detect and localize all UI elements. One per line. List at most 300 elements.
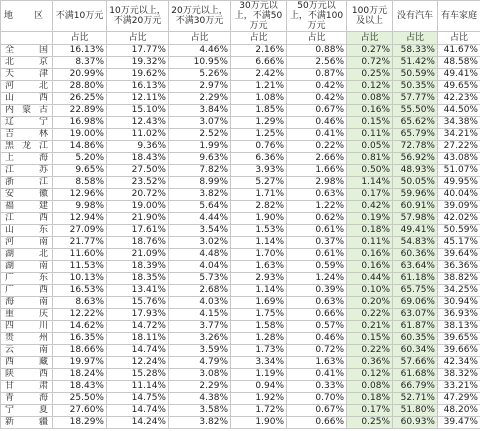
table-row [1, 141, 480, 153]
cell-20w-30w: 2.29% [169, 93, 231, 105]
table-row [1, 381, 480, 393]
cell-100w-plus: 0.11% [347, 129, 393, 141]
cell-region: 江 苏 [1, 165, 53, 177]
header-region: 地 区 [1, 1, 53, 32]
cell-20w-30w: 3.77% [169, 321, 231, 333]
cell-car-owning: 27.22% [438, 141, 480, 153]
cell-no-car: 61.68% [393, 369, 438, 381]
cell-region: 江 西 [1, 213, 53, 225]
cell-10w-20w: 23.52% [107, 177, 169, 189]
cell-30w-50w: 2.42% [231, 69, 287, 81]
cell-100w-plus: 0.10% [347, 285, 393, 297]
cell-under-10w: 9.98% [53, 201, 107, 213]
cell-region: 上 海 [1, 153, 53, 165]
cell-car-owning: 38.32% [438, 369, 480, 381]
cell-20w-30w: 3.84% [169, 105, 231, 117]
cell-10w-20w: 14.74% [107, 345, 169, 357]
cell-50w-100w: 0.59% [287, 261, 347, 273]
cell-20w-30w: 3.07% [169, 117, 231, 129]
cell-100w-plus: 0.18% [347, 225, 393, 237]
subheader-share: 占比 [231, 32, 287, 45]
cell-10w-20w: 18.76% [107, 237, 169, 249]
cell-30w-50w: 2.82% [231, 201, 287, 213]
cell-no-car: 61.87% [393, 321, 438, 333]
cell-region: 河 北 [1, 81, 53, 93]
cell-no-car: 61.18% [393, 273, 438, 285]
subheader-share: 占比 [347, 32, 393, 45]
cell-10w-20w: 17.77% [107, 45, 169, 57]
cell-10w-20w: 14.74% [107, 405, 169, 417]
cell-region: 宁 夏 [1, 405, 53, 417]
table-row [1, 129, 480, 141]
cell-no-car: 54.83% [393, 237, 438, 249]
cell-100w-plus: 0.72% [347, 57, 393, 69]
table-row [1, 393, 480, 405]
cell-20w-30w: 3.58% [169, 405, 231, 417]
cell-no-car: 48.93% [393, 165, 438, 177]
cell-under-10w: 22.89% [53, 105, 107, 117]
cell-no-car: 59.96% [393, 189, 438, 201]
cell-30w-50w: 1.71% [231, 189, 287, 201]
cell-10w-20w: 12.43% [107, 117, 169, 129]
cell-30w-50w: 2.93% [231, 273, 287, 285]
cell-20w-30w: 2.68% [169, 285, 231, 297]
cell-20w-30w: 3.59% [169, 345, 231, 357]
cell-100w-plus: 1.14% [347, 177, 393, 189]
cell-region: 云 南 [1, 345, 53, 357]
cell-car-owning: 49.41% [438, 69, 480, 81]
cell-100w-plus: 0.25% [347, 69, 393, 81]
cell-car-owning: 49.65% [438, 81, 480, 93]
cell-20w-30w: 3.82% [169, 189, 231, 201]
cell-region: 安 徽 [1, 189, 53, 201]
cell-100w-plus: 0.16% [347, 261, 393, 273]
subheader-share: 占比 [393, 32, 438, 45]
cell-under-10w: 19.97% [53, 357, 107, 369]
cell-car-owning: 39.66% [438, 345, 480, 357]
cell-20w-30w: 5.73% [169, 273, 231, 285]
cell-10w-20w: 19.32% [107, 57, 169, 69]
cell-20w-30w: 3.26% [169, 333, 231, 345]
cell-20w-30w: 4.46% [169, 45, 231, 57]
table-body [1, 45, 480, 429]
cell-100w-plus: 0.19% [347, 213, 393, 225]
cell-50w-100w: 1.22% [287, 201, 347, 213]
cell-30w-50w: 1.72% [231, 405, 287, 417]
cell-no-car: 56.92% [393, 153, 438, 165]
cell-no-car: 51.42% [393, 57, 438, 69]
cell-100w-plus: 0.16% [347, 105, 393, 117]
cell-no-car: 52.71% [393, 393, 438, 405]
cell-50w-100w: 0.33% [287, 381, 347, 393]
table-row [1, 345, 480, 357]
cell-100w-plus: 0.20% [347, 297, 393, 309]
cell-50w-100w: 0.66% [287, 417, 347, 429]
cell-no-car: 63.07% [393, 309, 438, 321]
cell-car-owning: 50.59% [438, 225, 480, 237]
table-row [1, 297, 480, 309]
cell-50w-100w: 2.98% [287, 177, 347, 189]
cell-10w-20w: 15.28% [107, 369, 169, 381]
subheader-share: 占比 [438, 32, 480, 45]
cell-no-car: 60.91% [393, 201, 438, 213]
cell-region: 湖 北 [1, 249, 53, 261]
cell-50w-100w: 0.41% [287, 369, 347, 381]
table-row [1, 81, 480, 93]
cell-50w-100w: 0.66% [287, 309, 347, 321]
cell-20w-30w: 9.63% [169, 153, 231, 165]
cell-car-owning: 38.82% [438, 273, 480, 285]
cell-100w-plus: 0.08% [347, 381, 393, 393]
cell-region: 广 西 [1, 285, 53, 297]
cell-under-10w: 18.24% [53, 369, 107, 381]
cell-30w-50w: 1.90% [231, 213, 287, 225]
cell-10w-20w: 15.10% [107, 105, 169, 117]
table-row [1, 369, 480, 381]
cell-100w-plus: 0.05% [347, 141, 393, 153]
cell-100w-plus: 0.50% [347, 165, 393, 177]
cell-under-10w: 18.43% [53, 381, 107, 393]
table-row [1, 357, 480, 369]
table-row [1, 201, 480, 213]
cell-region: 福 建 [1, 201, 53, 213]
cell-region: 山 西 [1, 93, 53, 105]
cell-100w-plus: 0.42% [347, 201, 393, 213]
cell-20w-30w: 3.82% [169, 417, 231, 429]
cell-under-10w: 12.22% [53, 309, 107, 321]
cell-30w-50w: 0.76% [231, 141, 287, 153]
cell-10w-20w: 18.11% [107, 333, 169, 345]
cell-car-owning: 45.17% [438, 237, 480, 249]
cell-no-car: 58.33% [393, 45, 438, 57]
cell-30w-50w: 1.58% [231, 321, 287, 333]
subheader-share: 占比 [287, 32, 347, 45]
cell-no-car: 57.66% [393, 357, 438, 369]
cell-30w-50w: 1.70% [231, 249, 287, 261]
cell-50w-100w: 0.57% [287, 321, 347, 333]
cell-30w-50w: 1.75% [231, 309, 287, 321]
cell-10w-20w: 11.02% [107, 129, 169, 141]
cell-100w-plus: 0.81% [347, 153, 393, 165]
table-row [1, 273, 480, 285]
cell-car-owning: 47.29% [438, 393, 480, 405]
cell-20w-30w: 5.26% [169, 69, 231, 81]
header-100w-plus: 100万元及以上 [347, 1, 393, 32]
cell-20w-30w: 8.99% [169, 177, 231, 189]
cell-30w-50w: 1.14% [231, 285, 287, 297]
cell-no-car: 72.78% [393, 141, 438, 153]
cell-car-owning: 39.65% [438, 333, 480, 345]
table-row [1, 213, 480, 225]
cell-100w-plus: 0.25% [347, 417, 393, 429]
cell-50w-100w: 0.67% [287, 105, 347, 117]
cell-50w-100w: 0.63% [287, 189, 347, 201]
table-row [1, 93, 480, 105]
table-row [1, 117, 480, 129]
cell-no-car: 65.79% [393, 129, 438, 141]
cell-10w-20w: 18.35% [107, 273, 169, 285]
subheader-share: 占比 [53, 32, 107, 45]
cell-100w-plus: 0.12% [347, 369, 393, 381]
cell-car-owning: 43.08% [438, 153, 480, 165]
cell-car-owning: 39.64% [438, 249, 480, 261]
cell-region: 天 津 [1, 69, 53, 81]
cell-30w-50w: 1.21% [231, 81, 287, 93]
cell-region: 重 庆 [1, 309, 53, 321]
cell-30w-50w: 1.53% [231, 225, 287, 237]
cell-car-owning: 36.93% [438, 309, 480, 321]
cell-under-10w: 8.58% [53, 177, 107, 189]
cell-car-owning: 48.20% [438, 405, 480, 417]
cell-30w-50w: 1.85% [231, 105, 287, 117]
subheader-region [1, 32, 53, 45]
cell-10w-20w: 15.76% [107, 297, 169, 309]
cell-under-10w: 26.25% [53, 93, 107, 105]
cell-car-owning: 42.02% [438, 213, 480, 225]
cell-car-owning: 34.21% [438, 129, 480, 141]
cell-30w-50w: 6.36% [231, 153, 287, 165]
cell-no-car: 50.05% [393, 177, 438, 189]
table-row [1, 189, 480, 201]
cell-under-10w: 18.66% [53, 345, 107, 357]
cell-under-10w: 18.29% [53, 417, 107, 429]
cell-100w-plus: 0.18% [347, 393, 393, 405]
cell-10w-20w: 17.61% [107, 225, 169, 237]
cell-30w-50w: 1.69% [231, 297, 287, 309]
cell-under-10w: 8.63% [53, 297, 107, 309]
cell-30w-50w: 1.29% [231, 117, 287, 129]
cell-20w-30w: 3.08% [169, 369, 231, 381]
header-no-car: 没有汽车 [393, 1, 438, 32]
header-car-owning: 有车家庭 [438, 1, 480, 32]
table-row [1, 417, 480, 429]
cell-100w-plus: 0.15% [347, 333, 393, 345]
cell-50w-100w: 0.62% [287, 213, 347, 225]
cell-car-owning: 33.21% [438, 381, 480, 393]
cell-car-owning: 51.07% [438, 165, 480, 177]
table-row [1, 45, 480, 57]
cell-no-car: 50.35% [393, 81, 438, 93]
cell-10w-20w: 14.75% [107, 393, 169, 405]
cell-region: 新 疆 [1, 417, 53, 429]
cell-car-owning: 40.04% [438, 189, 480, 201]
cell-50w-100w: 1.66% [287, 165, 347, 177]
cell-car-owning: 39.09% [438, 201, 480, 213]
cell-50w-100w: 0.67% [287, 405, 347, 417]
cell-50w-100w: 0.41% [287, 129, 347, 141]
cell-under-10w: 25.50% [53, 393, 107, 405]
cell-100w-plus: 0.17% [347, 405, 393, 417]
cell-region: 陕 西 [1, 369, 53, 381]
cell-20w-30w: 4.04% [169, 261, 231, 273]
cell-30w-50w: 1.25% [231, 129, 287, 141]
cell-50w-100w: 0.72% [287, 345, 347, 357]
cell-under-10w: 14.86% [53, 141, 107, 153]
cell-car-owning: 41.67% [438, 45, 480, 57]
cell-10w-20w: 9.36% [107, 141, 169, 153]
header-30w-50w: 30万元以上，不满50万元 [231, 1, 287, 32]
cell-20w-30w: 7.82% [169, 165, 231, 177]
cell-10w-20w: 11.14% [107, 381, 169, 393]
table-row [1, 261, 480, 273]
cell-50w-100w: 2.66% [287, 153, 347, 165]
subheader-share: 占比 [107, 32, 169, 45]
cell-car-owning: 34.25% [438, 285, 480, 297]
cell-region: 辽 宁 [1, 117, 53, 129]
table-row [1, 285, 480, 297]
cell-30w-50w: 3.34% [231, 357, 287, 369]
cell-car-owning: 30.94% [438, 297, 480, 309]
cell-20w-30w: 2.29% [169, 381, 231, 393]
cell-under-10w: 12.96% [53, 189, 107, 201]
cell-20w-30w: 5.64% [169, 201, 231, 213]
cell-car-owning: 34.38% [438, 117, 480, 129]
cell-under-10w: 11.60% [53, 249, 107, 261]
cell-no-car: 60.35% [393, 333, 438, 345]
cell-car-owning: 49.95% [438, 177, 480, 189]
table-row [1, 69, 480, 81]
cell-20w-30w: 4.15% [169, 309, 231, 321]
cell-car-owning: 42.34% [438, 357, 480, 369]
cell-under-10w: 11.53% [53, 261, 107, 273]
cell-50w-100w: 0.61% [287, 249, 347, 261]
cell-50w-100w: 2.56% [287, 57, 347, 69]
cell-10w-20w: 21.90% [107, 213, 169, 225]
cell-region: 湖 南 [1, 261, 53, 273]
header-10w-20w: 10万元以上，不满20万元 [107, 1, 169, 32]
cell-50w-100w: 0.22% [287, 141, 347, 153]
cell-car-owning: 38.13% [438, 321, 480, 333]
cell-region: 西 藏 [1, 357, 53, 369]
cell-30w-50w: 2.16% [231, 45, 287, 57]
cell-50w-100w: 0.42% [287, 93, 347, 105]
header-50w-100w: 50万元以上，不满100万元 [287, 1, 347, 32]
cell-100w-plus: 0.08% [347, 93, 393, 105]
cell-10w-20w: 12.24% [107, 357, 169, 369]
cell-no-car: 57.77% [393, 93, 438, 105]
cell-no-car: 63.64% [393, 261, 438, 273]
cell-no-car: 60.93% [393, 417, 438, 429]
cell-no-car: 55.50% [393, 105, 438, 117]
cell-20w-30w: 2.97% [169, 81, 231, 93]
cell-under-10w: 16.98% [53, 117, 107, 129]
cell-under-10w: 19.00% [53, 129, 107, 141]
cell-50w-100w: 1.63% [287, 357, 347, 369]
cell-region: 全 国 [1, 45, 53, 57]
cell-under-10w: 21.77% [53, 237, 107, 249]
table-row [1, 249, 480, 261]
cell-region: 海 南 [1, 297, 53, 309]
cell-region: 黑龙江 [1, 141, 53, 153]
cell-under-10w: 12.94% [53, 213, 107, 225]
cell-10w-20w: 21.09% [107, 249, 169, 261]
table-row [1, 237, 480, 249]
cell-no-car: 51.80% [393, 405, 438, 417]
cell-no-car: 60.36% [393, 249, 438, 261]
cell-region: 吉 林 [1, 129, 53, 141]
cell-under-10w: 16.13% [53, 45, 107, 57]
cell-30w-50w: 5.27% [231, 177, 287, 189]
cell-no-car: 57.98% [393, 213, 438, 225]
cell-no-car: 66.79% [393, 381, 438, 393]
cell-region: 青 海 [1, 393, 53, 405]
cell-10w-20w: 12.11% [107, 93, 169, 105]
cell-30w-50w: 1.63% [231, 261, 287, 273]
cell-50w-100w: 0.63% [287, 297, 347, 309]
cell-no-car: 65.75% [393, 285, 438, 297]
cell-10w-20w: 13.41% [107, 285, 169, 297]
cell-100w-plus: 0.11% [347, 237, 393, 249]
header-row [1, 1, 480, 32]
cell-under-10w: 14.62% [53, 321, 107, 333]
cell-100w-plus: 0.22% [347, 345, 393, 357]
table-row [1, 333, 480, 345]
cell-region: 四 川 [1, 321, 53, 333]
table-row [1, 309, 480, 321]
cell-30w-50w: 1.73% [231, 345, 287, 357]
cell-30w-50w: 1.28% [231, 333, 287, 345]
cell-100w-plus: 0.15% [347, 117, 393, 129]
cell-10w-20w: 18.39% [107, 261, 169, 273]
cell-30w-50w: 3.93% [231, 165, 287, 177]
cell-50w-100w: 0.46% [287, 117, 347, 129]
cell-10w-20w: 19.00% [107, 201, 169, 213]
cell-20w-30w: 4.38% [169, 393, 231, 405]
cell-100w-plus: 0.22% [347, 309, 393, 321]
cell-20w-30w: 4.79% [169, 357, 231, 369]
cell-10w-20w: 14.24% [107, 417, 169, 429]
cell-region: 北 京 [1, 57, 53, 69]
cell-20w-30w: 4.03% [169, 297, 231, 309]
cell-10w-20w: 16.13% [107, 81, 169, 93]
table-row [1, 105, 480, 117]
table-row [1, 225, 480, 237]
cell-region: 河 南 [1, 237, 53, 249]
cell-region: 山 东 [1, 225, 53, 237]
cell-car-owning: 36.36% [438, 261, 480, 273]
cell-50w-100w: 0.37% [287, 237, 347, 249]
cell-20w-30w: 10.95% [169, 57, 231, 69]
cell-region: 甘 肃 [1, 381, 53, 393]
cell-under-10w: 16.53% [53, 285, 107, 297]
cell-region: 贵 州 [1, 333, 53, 345]
subheader-share: 占比 [169, 32, 231, 45]
cell-100w-plus: 0.17% [347, 189, 393, 201]
cell-50w-100w: 0.88% [287, 45, 347, 57]
cell-30w-50w: 6.66% [231, 57, 287, 69]
cell-no-car: 69.06% [393, 297, 438, 309]
cell-30w-50w: 1.90% [231, 417, 287, 429]
cell-under-10w: 28.80% [53, 81, 107, 93]
cell-under-10w: 10.13% [53, 273, 107, 285]
cell-20w-30w: 4.44% [169, 213, 231, 225]
header-under-10w: 不满10万元 [53, 1, 107, 32]
cell-100w-plus: 0.44% [347, 273, 393, 285]
table-row [1, 405, 480, 417]
subheader-row [1, 32, 480, 45]
cell-no-car: 49.41% [393, 225, 438, 237]
table-row [1, 177, 480, 189]
table-row [1, 321, 480, 333]
cell-50w-100w: 0.70% [287, 393, 347, 405]
cell-30w-50w: 1.14% [231, 237, 287, 249]
cell-30w-50w: 1.19% [231, 369, 287, 381]
cell-10w-20w: 20.72% [107, 189, 169, 201]
cell-100w-plus: 0.16% [347, 249, 393, 261]
cell-region: 浙 江 [1, 177, 53, 189]
cell-20w-30w: 2.52% [169, 129, 231, 141]
cell-20w-30w: 3.02% [169, 237, 231, 249]
